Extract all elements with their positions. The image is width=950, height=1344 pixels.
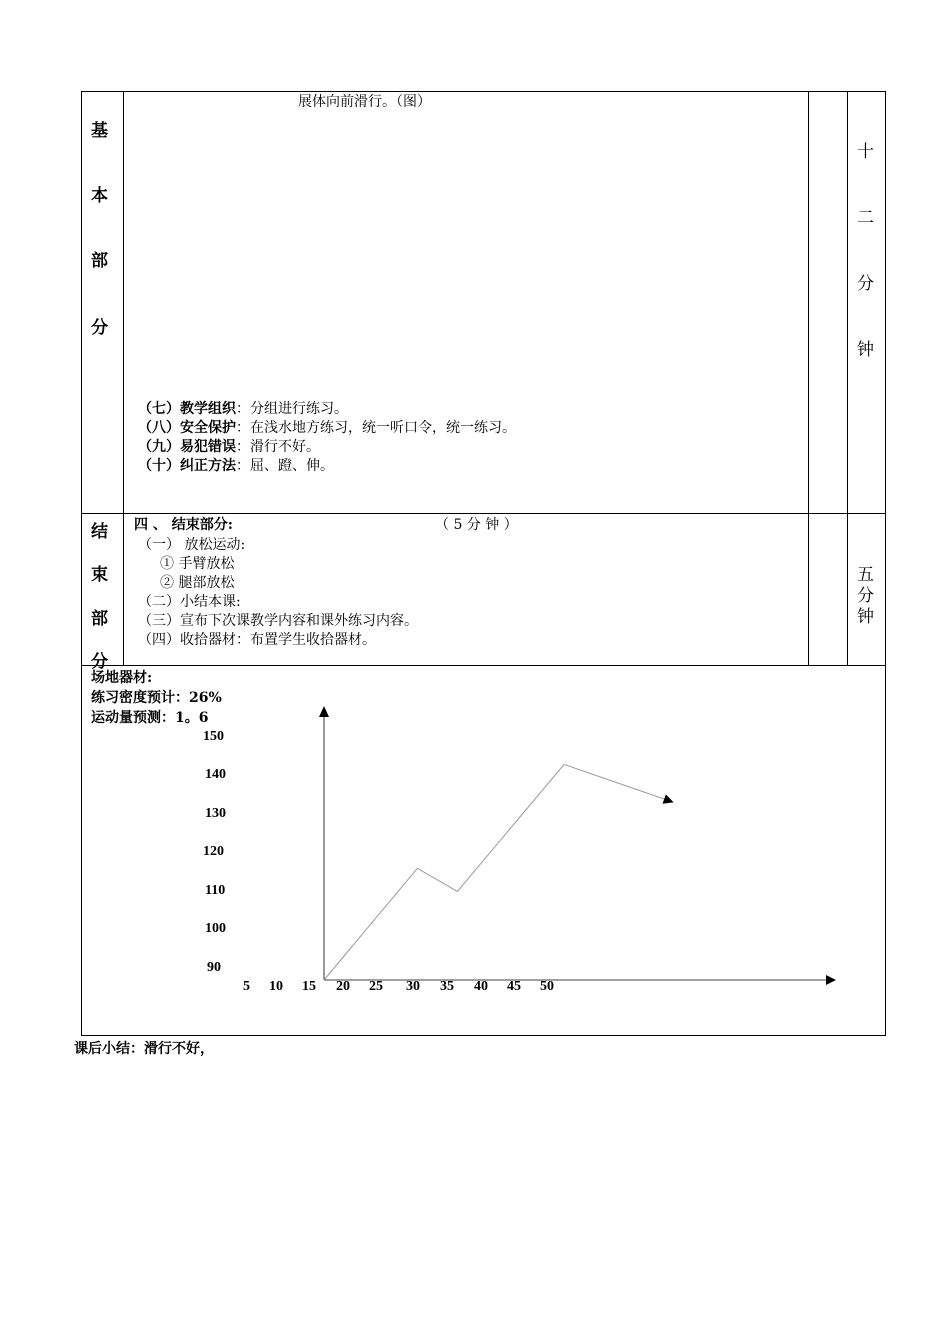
end-line: （一） 放松运动: (138, 537, 246, 553)
col-divider-content (808, 91, 809, 666)
end-time-char: 分 (857, 586, 874, 606)
table-border-right (885, 91, 886, 1036)
x-tick-label: 10 (269, 979, 283, 994)
y-tick-label: 120 (203, 844, 224, 859)
basic-label-char: 基 (91, 121, 108, 141)
basic-time-char: 十 (857, 142, 874, 162)
row-divider-1 (81, 513, 886, 514)
x-axis-arrow (826, 975, 836, 985)
x-tick-label: 5 (243, 979, 250, 994)
y-tick-label: 100 (205, 921, 226, 936)
basic-time-char: 分 (857, 274, 874, 294)
x-tick-label: 35 (440, 979, 454, 994)
table-border-left (81, 91, 82, 1036)
basic-time-char: 二 (857, 208, 874, 228)
equipment-label: 场地器材: (91, 670, 153, 686)
end-line: ① 手臂放松 (160, 556, 235, 572)
end-line: （三）宣布下次课教学内容和课外练习内容。 (138, 613, 418, 629)
y-tick-label: 90 (207, 960, 221, 975)
x-tick-label: 45 (507, 979, 521, 994)
end-label-char: 部 (91, 609, 108, 629)
lesson-summary: 课后小结：滑行不好， (74, 1041, 214, 1057)
load-label: 运动量预测：1。6 (91, 710, 209, 726)
end-line: ② 腿部放松 (160, 575, 235, 591)
x-tick-label: 25 (369, 979, 383, 994)
col-divider-label (123, 91, 124, 666)
basic-item: （八）安全保护：在浅水地方练习，统一听口令，统一练习。 (138, 420, 516, 436)
end-duration: （ 5 分 钟 ） (435, 517, 518, 533)
x-tick-label: 15 (302, 979, 316, 994)
end-time-char: 五 (857, 565, 874, 585)
end-line: （四）收拾器材：布置学生收拾器材。 (138, 632, 376, 648)
basic-item: （七）教学组织：分组进行练习。 (138, 401, 348, 417)
end-label-char: 结 (91, 522, 108, 542)
basic-time-char: 钟 (857, 340, 874, 360)
heart-rate-line-arrow (663, 794, 674, 803)
basic-label-char: 分 (91, 318, 108, 338)
y-tick-label: 110 (205, 883, 226, 898)
end-label-char: 分 (91, 652, 108, 672)
basic-item: （十）纠正方法：屈、蹬、伸。 (138, 458, 334, 474)
col-divider-blank (847, 91, 848, 666)
heart-rate-line (324, 764, 664, 980)
row-divider-2 (81, 665, 886, 666)
end-heading: 四 、 结束部分: (134, 517, 233, 533)
y-tick-label: 150 (203, 729, 224, 744)
end-time-char: 钟 (857, 607, 874, 627)
basic-item: （九）易犯错误：滑行不好。 (138, 439, 320, 455)
basic-label-char: 本 (91, 186, 108, 206)
basic-label-char: 部 (91, 251, 108, 271)
end-line: （二）小结本课: (138, 594, 241, 610)
x-tick-label: 40 (474, 979, 488, 994)
table-border-bottom (81, 1035, 886, 1036)
x-tick-label: 20 (336, 979, 350, 994)
x-tick-label: 30 (406, 979, 420, 994)
basic-top-line: 展体向前滑行。（图） (298, 94, 431, 110)
y-tick-label: 130 (205, 806, 226, 821)
end-label-char: 束 (91, 565, 108, 585)
density-label: 练习密度预计：26% (91, 690, 222, 706)
y-axis-arrow (319, 706, 329, 717)
y-tick-label: 140 (205, 767, 226, 782)
table-border-top (81, 91, 886, 92)
x-tick-label: 50 (540, 979, 554, 994)
